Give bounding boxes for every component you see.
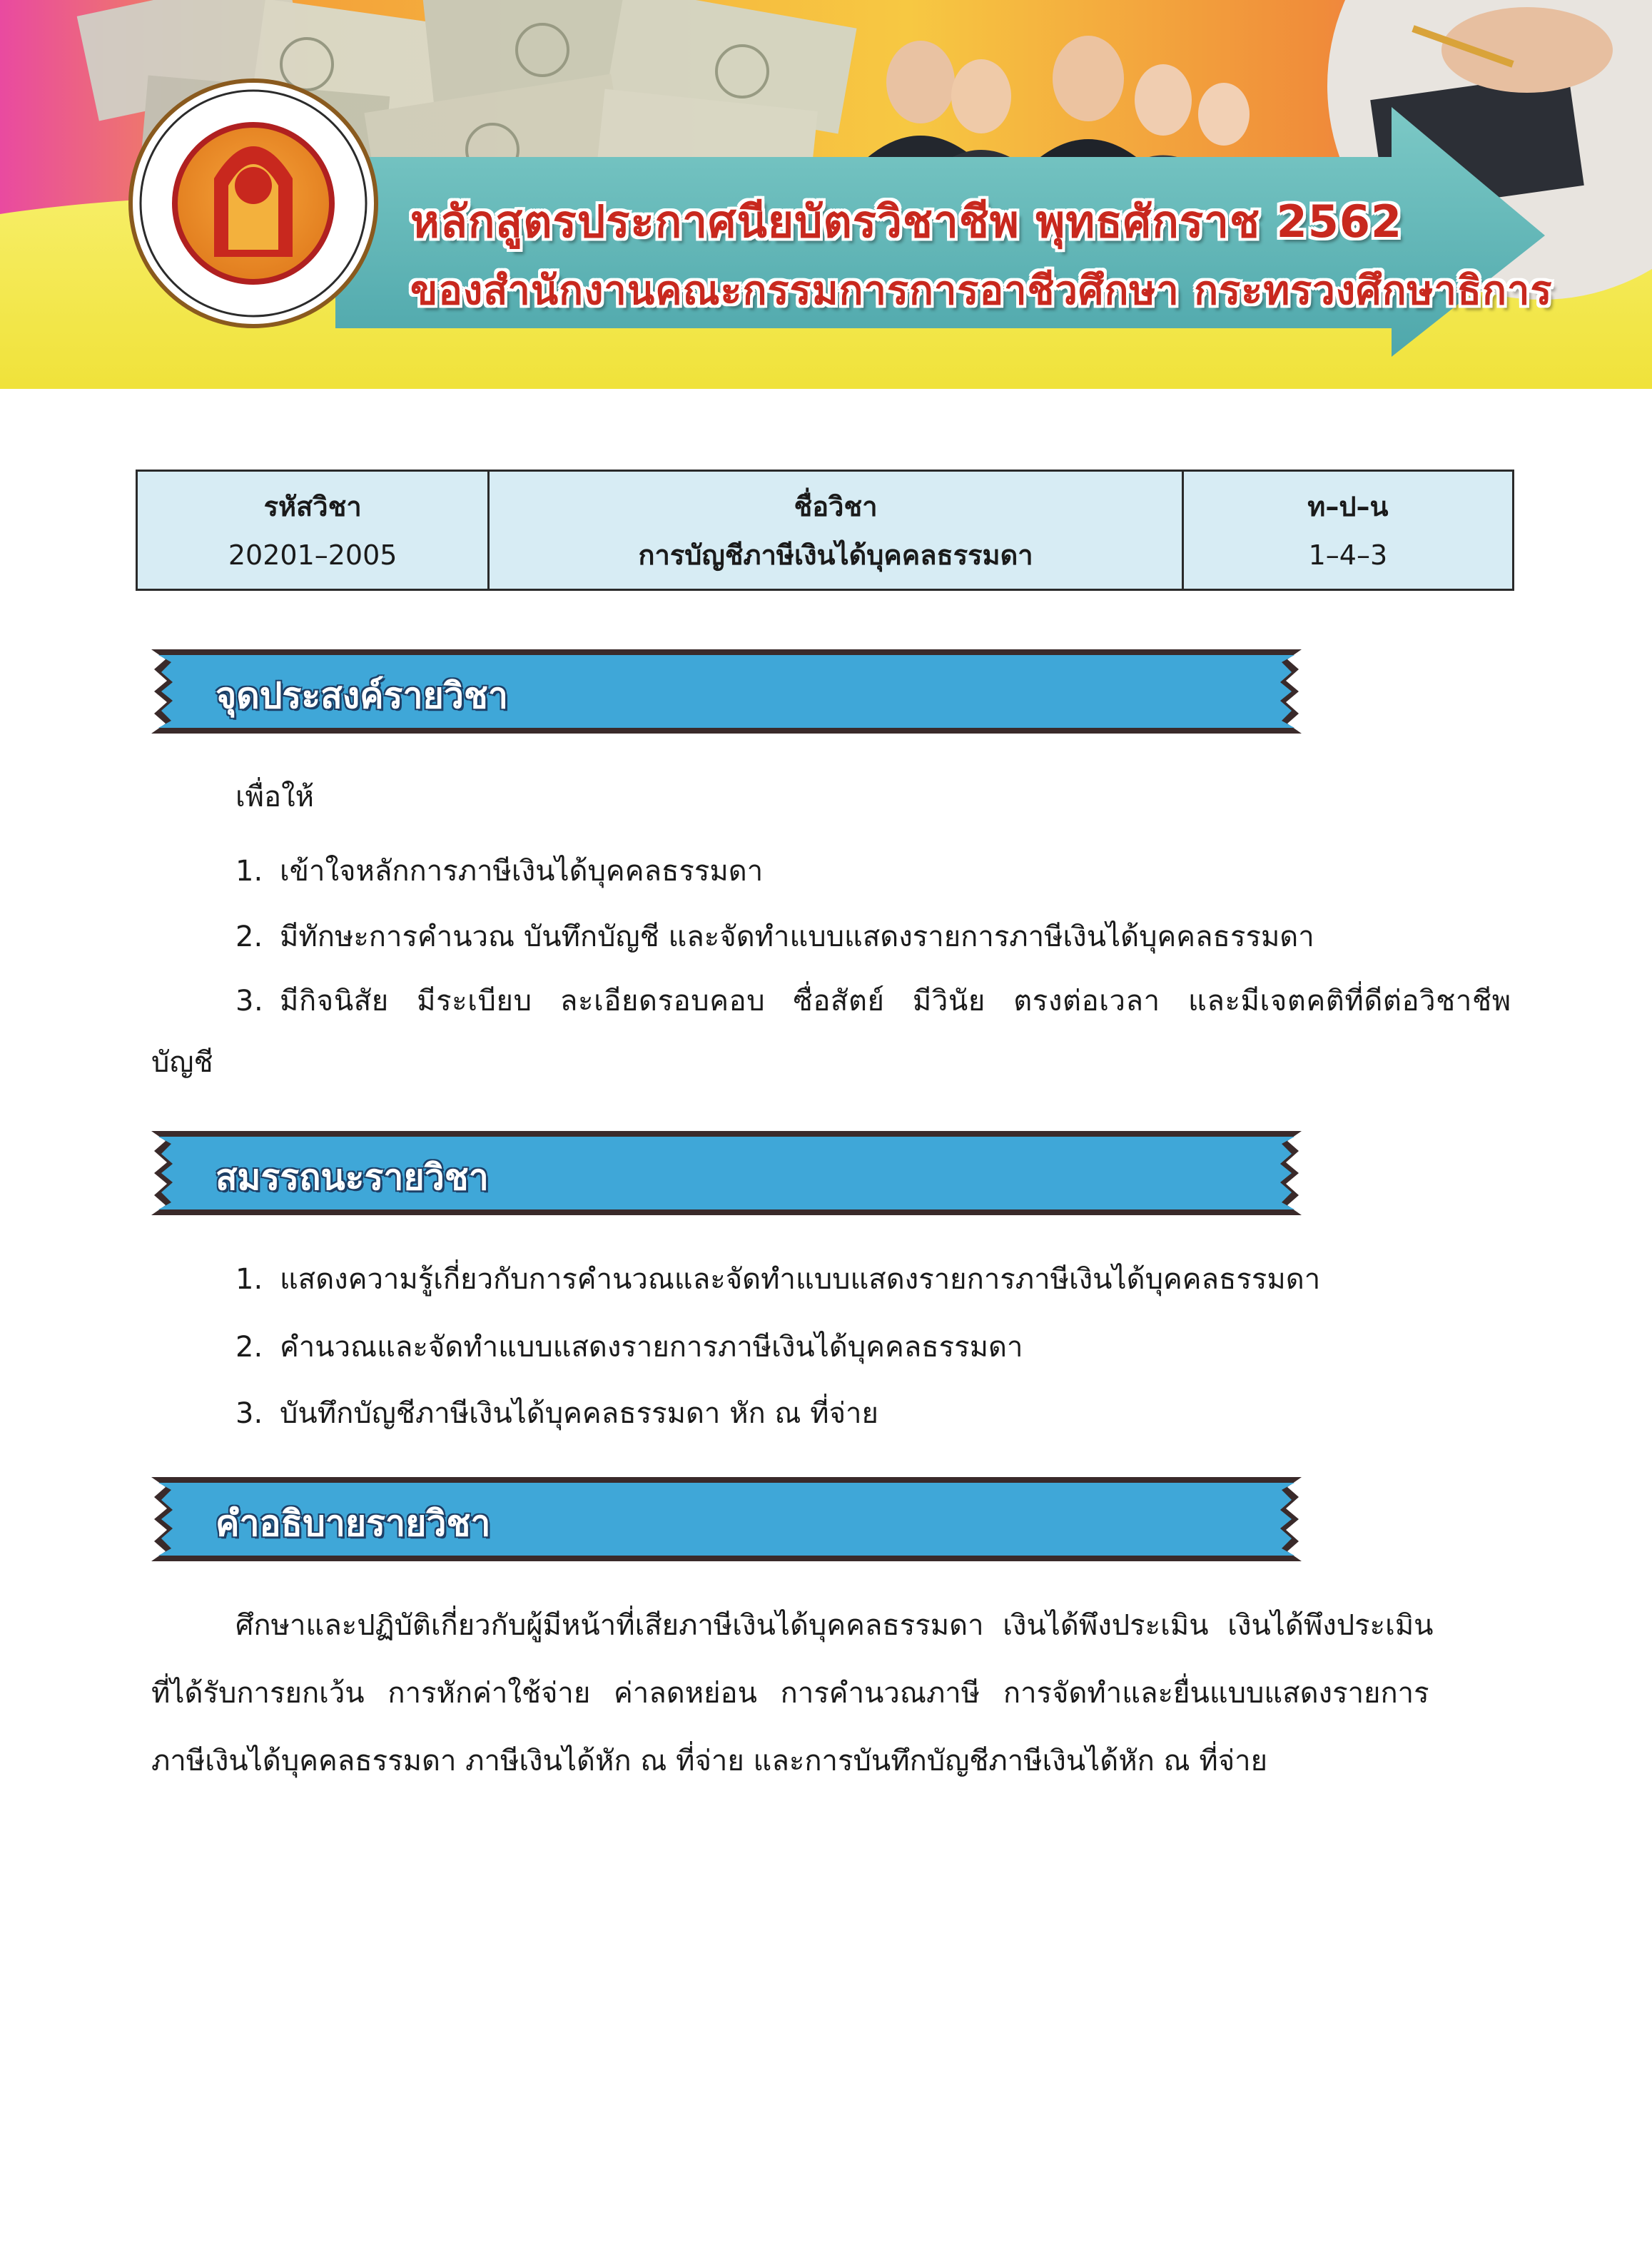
banner-title-line1: หลักสูตรประกาศนียบัตรวิชาชีพ พุทธศักราช 2562: [410, 196, 1403, 248]
competency-item-3: 3. บันทึกบัญชีภาษีเงินได้บุคคลธรรมดา หัก ณ ที่จ่าย: [235, 1397, 878, 1430]
objective-item-3-continuation: บัญชี: [151, 1046, 213, 1079]
course-hours-value: 1–4–3: [1308, 539, 1388, 571]
header-banner: [0, 0, 1652, 389]
objective-item-2: 2. มีทักษะการคำนวณ บันทึกบัญชี และจัดทำแบบแสดงรายการภาษีเงินได้บุคคลธรรมดา: [235, 920, 1314, 953]
competency-item-1: 1. แสดงความรู้เกี่ยวกับการคำนวณและจัดทำแบบแสดงรายการภาษีเงินได้บุคคลธรรมดา: [235, 1263, 1321, 1296]
competency-item-2: 2. คำนวณและจัดทำแบบแสดงรายการภาษีเงินได้บุคคลธรรมดา: [235, 1331, 1023, 1364]
objective-item-1: 1. เข้าใจหลักการภาษีเงินได้บุคคลธรรมดา: [235, 855, 764, 888]
description-line-3: ภาษีเงินได้บุคคลธรรมดา ภาษีเงินได้หัก ณ ที่จ่าย และการบันทึกบัญชีภาษีเงินได้หัก ณ ที่จ่าย: [151, 1745, 1268, 1777]
objective-item-text: เข้าใจหลักการภาษีเงินได้บุคคลธรรมดา: [280, 855, 764, 888]
course-name-value: การบัญชีภาษีเงินได้บุคคลธรรมดา: [638, 539, 1033, 571]
objectives-title: จุดประสงค์รายวิชา: [216, 675, 508, 716]
table-row: [137, 471, 1514, 590]
vocational-commission-logo: [131, 81, 376, 326]
course-code-value: 20201–2005: [228, 539, 397, 571]
banner-title-line2: ของสำนักงานคณะกรรมการการอาชีวศึกษา กระทรวงศึกษาธิการ: [410, 268, 1553, 314]
course-code-header: รหัสวิชา: [263, 491, 362, 522]
description-title: คำอธิบายรายวิชา: [216, 1503, 491, 1544]
description-line-1: ศึกษาและปฏิบัติเกี่ยวกับผู้มีหน้าที่เสียภาษีเงินได้บุคคลธรรมดา เงินได้พึงประเมิน เงินได้พึงประเมิน: [235, 1609, 1434, 1642]
course-code-cell: [137, 471, 489, 590]
course-name-header: ชื่อวิชา: [794, 491, 878, 522]
description-section-header: [151, 1477, 1302, 1561]
course-hours-cell: [1182, 471, 1513, 590]
competencies-section-header: [151, 1131, 1302, 1215]
objectives-section-header: [151, 649, 1302, 734]
competencies-title: สมรรถนะรายวิชา: [216, 1157, 489, 1198]
competency-item-text: บันทึกบัญชีภาษีเงินได้บุคคลธรรมดา หัก ณ ที่จ่าย: [280, 1397, 878, 1430]
objective-item-text: มีกิจนิสัย มีระเบียบ ละเอียดรอบคอบ ซื่อสัตย์ มีวินัย ตรงต่อเวลา และมีเจตคติที่ดีต่อวิชาชีพ: [280, 985, 1511, 1018]
objectives-intro: เพื่อให้: [235, 781, 314, 813]
competency-item-text: แสดงความรู้เกี่ยวกับการคำนวณและจัดทำแบบแสดงรายการภาษีเงินได้บุคคลธรรมดา: [280, 1263, 1321, 1296]
objective-item-3: 3. มีกิจนิสัย มีระเบียบ ละเอียดรอบคอบ ซื่อสัตย์ มีวินัย ตรงต่อเวลา และมีเจตคติที่ดีต่อวิชาชีพ: [235, 985, 1511, 1018]
course-info-table: [136, 470, 1514, 591]
course-name-cell: [489, 471, 1182, 590]
competency-item-text: คำนวณและจัดทำแบบแสดงรายการภาษีเงินได้บุคคลธรรมดา: [280, 1331, 1023, 1364]
course-hours-header: ท–ป–น: [1307, 491, 1389, 522]
description-line-2: ที่ได้รับการยกเว้น การหักค่าใช้จ่าย ค่าลดหย่อน การคำนวณภาษี การจัดทำและยื่นแบบแสดงรายการ: [151, 1677, 1429, 1710]
objective-item-text: มีทักษะการคำนวณ บันทึกบัญชี และจัดทำแบบแสดงรายการภาษีเงินได้บุคคลธรรมดา: [280, 920, 1314, 953]
